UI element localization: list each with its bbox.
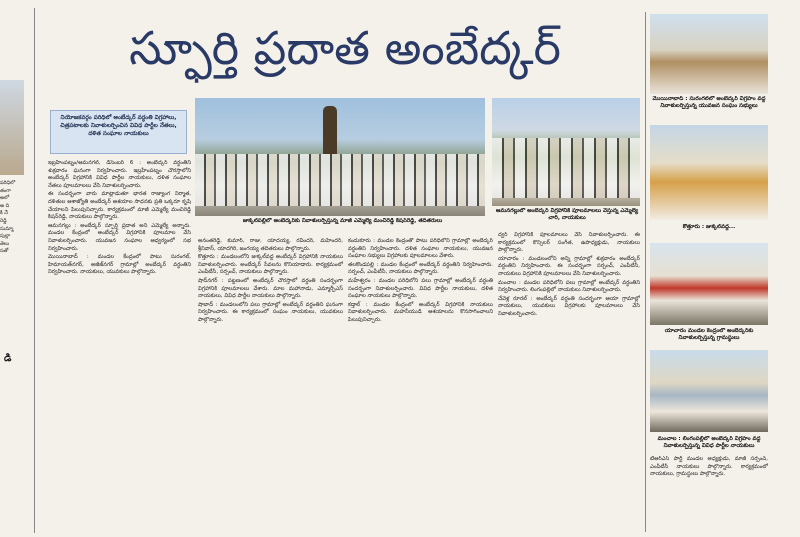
right-caption-2: కొత్తూరు : జుక్కల్‌వద్ద... [682,224,736,230]
statue [323,106,337,154]
right-caption-1: మొయినాబాద్ : సురంగల్‌లో అంబేద్కర్ విగ్రహం వద్ద నివాళులర్పిస్తున్న యువజన సంఘం సభ్యులు [652,96,766,109]
mid-crowd [492,138,640,198]
right-caption-4: మంచాల : లింగంపల్లిలో అంబేద్కర్ విగ్రహం వద్ద నివాళులర్పిస్తున్న వివిధ పార్టీల నాయకులు [657,436,761,449]
right-photo-4 [650,350,768,432]
main-photo-caption: జుక్కల్‌పల్లిలో అంబేద్కర్‌కు నివాళులర్పిస్తున్న మాజీ ఎమ్మెల్యే మంచిరెడ్డి కిషన్‌రెడ్డి, తదితరులు [242,218,443,224]
right-divider [645,12,646,532]
right-caption-3: యాచారం మండల కేంద్రంలో అంబేద్కర్‌కు నివాళులర్పిస్తున్న గ్రామస్థులు [664,328,754,341]
headline: స్ఫూర్తి ప్రదాత అంబేద్కర్ [129,21,561,75]
crowd [195,154,485,206]
left-strip [0,0,28,537]
article-column-1: ఇబ్రహీంపట్నం/ఆమనగల్, డిసెంబర్ 6 : అంబేద్కర్ వర్ధంతిని శుక్రవారం ఘనంగా నిర్వహించారు. ఇబ్రహీంపట్నం చౌరస్తాలోని అంబేద్కర్ విగ్రహానికి వివిధ పార్టీల నాయకులు, దళిత సంఘాల నేతలు పూలమాలలు వేసి నివాళులర్పించారు. ఈ సందర్భంగా వారు మాట్లాడుతూ భారత రాజ్యాంగ నిర్మాత, దళితుల ఆశాజ్యోతి అంబేద్కర్ ఆశయాల సాధనకు ప్రతి ఒక్కరూ కృషి చేయాలని పిలుపునిచ్చారు. కార్యక్రమంలో మాజీ ఎమ్మెల్యే మంచిరెడ్డి కిషన్‌రెడ్డి, నాయకులు పాల్గొన్నారు. ఆమనగల్లు : అంబేద్కర్ స్ఫూర్తి ప్రదాత అని ఎమ్మెల్యే అన్నారు. మండల కేంద్రంలో అంబేద్కర్ విగ్రహానికి పూలమాల వేసి నివాళులర్పించారు. యువజన సంఘాల ఆధ్వర్యంలో సభ నిర్వహించారు. మొయినాబాద్ : మండల కేంద్రంలో పాటు సురంగల్, హిమాయత్‌నగర్, అజీజ్‌నగర్ గ్రామాల్లో అంబేద్కర్ వర్ధంతిని నిర్వహించారు. నాయకులు, యువకులు పాల్గొన్నారు. [48,160,191,276]
main-photo [195,98,485,216]
mid-photo [492,98,640,206]
left-divider [34,8,35,533]
right-photo-3 [650,243,768,325]
summary-text: నియోజకవర్గం పరిధిలో అంబేద్కర్ వర్ధంతి విగ్రహాలు, చిత్రపటాలకు నివాళులర్పించిన వివిధ పార్టీల నేతలు, దళిత సంఘాల నాయకులు [60,115,177,137]
summary-box [50,110,187,154]
right-photo-1 [650,14,768,94]
article-column-5: టీఆర్‌ఎస్ పార్టీ మండల అధ్యక్షుడు, మాజీ సర్పంచ్, ఎంపీటీసీ నాయకులు పాల్గొన్నారు. కార్యక్రమంలో నాయకులు, గ్రామస్థులు పాల్గొన్నారు. [650,456,768,478]
right-photo-2 [650,125,768,220]
article-column-3: కందుకూరు : మండల కేంద్రంతో పాటు పరిధిలోని గ్రామాల్లో అంబేద్కర్ వర్ధంతిని నిర్వహించారు. దళిత సంఘాల నాయకులు, యువజన సంఘాల సభ్యులు విగ్రహాలకు పూలమాలలు వేశారు. తలకొండపల్లి : మండల కేంద్రంలో అంబేద్కర్ వర్ధంతిని నిర్వహించారు. సర్పంచ్, ఎంపీటీసీ, నాయకులు పాల్గొన్నారు. మహేశ్వరం : మండల పరిధిలోని పలు గ్రామాల్లో అంబేద్కర్ వర్ధంతి సందర్భంగా నివాళులర్పించారు. వివిధ పార్టీల నాయకులు, దళిత సంఘాల నాయకులు పాల్గొన్నారు. కడ్తాల్ : మండల కేంద్రంలో అంబేద్కర్ విగ్రహానికి నాయకులు నివాళులర్పించారు. మహనీయుడి ఆశయాలను కొనసాగించాలని పిలుపునిచ్చారు. [348,238,493,323]
left-strip-photo [0,80,24,175]
article-column-2: అనంతరెడ్డి, కుమార్, రాజు, యాదయ్య, రవీందర్, మహేందర్, శ్రీనివాస్, యాదగిరి, జంగయ్య తదితరులు పాల్గొన్నారు. కొత్తూరు : మండలంలోని జుక్కల్‌వద్ద అంబేద్కర్ విగ్రహానికి నాయకులు నివాళులర్పించారు. అంబేద్కర్ సేవలను కొనియాడారు. కార్యక్రమంలో ఎంపీటీసీ, సర్పంచ్, నాయకులు పాల్గొన్నారు. షాద్‌నగర్ : పట్టణంలో అంబేద్కర్ చౌరస్తాలో వర్ధంతి సందర్భంగా విగ్రహానికి పూలమాలలు వేశారు. మాల మహానాడు, ఎమ్మార్పీఎస్ నాయకులు, వివిధ పార్టీల నాయకులు పాల్గొన్నారు. షాబాద్ : మండలంలోని పలు గ్రామాల్లో అంబేద్కర్ వర్ధంతిని ఘనంగా నిర్వహించారు. ఈ కార్యక్రమంలో సంఘం నాయకులు, యువకులు పాల్గొన్నారు. [198,238,343,323]
mid-photo-caption: ఆమనగల్లులో అంబేద్కర్ విగ్రహానికి పూలమాలలు వేస్తున్న ఎమ్మెల్యే చారి, నాయకులు [495,208,639,221]
left-strip-heading: డి [4,353,12,364]
article-column-4: ద్వర్ విగ్రహానికి పూలమాలలు వేసి నివాళులర్పించారు. ఈ కార్యక్రమంలో కౌన్సిలర్ సంగీత, ఉపాధ్యక్షుడు, నాయకులు పాల్గొన్నారు. యాచారం : మండలంలోని అన్ని గ్రామాల్లో శుక్రవారం అంబేద్కర్ వర్ధంతిని నిర్వహించారు. ఈ సందర్భంగా సర్పంచ్, ఎంపీటీసీ, నాయకులు విగ్రహానికి పూలమాలలు వేసి నివాళులర్పించారు. మంచాల : మండల పరిధిలోని పలు గ్రామాల్లో అంబేద్కర్ వర్ధంతిని నిర్వహించారు. లింగంపల్లిలో నాయకులు నివాళులర్పించారు. చేవెళ్ల రూరల్ : అంబేద్కర్ వర్ధంతి సందర్భంగా ఆయా గ్రామాల్లో నాయకులు, యువకులు విగ్రహాలకు పూలమాలలు వేసి నివాళులర్పించారు. [498,232,640,317]
left-strip-text: పరిధిలో తంగా అలో ఆ ది కి నే రెడ్డి సుమ్మా పుల్లా తెలు సతో [0,180,16,255]
